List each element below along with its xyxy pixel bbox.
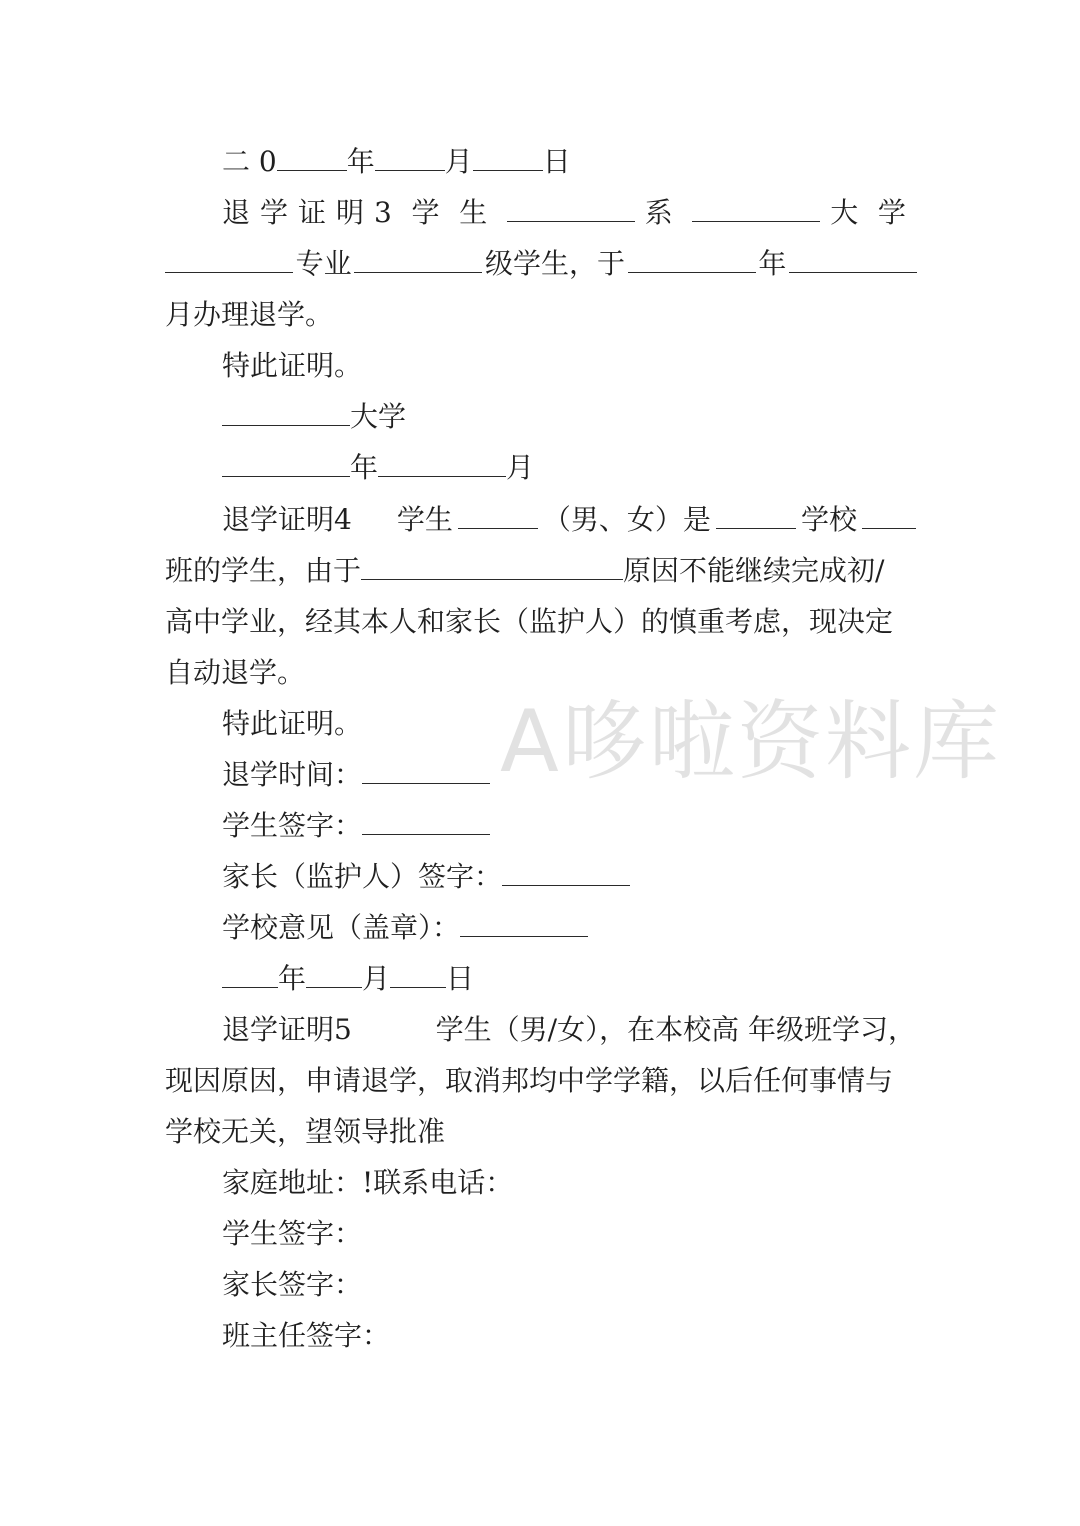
- cert3-date-month-blank: [378, 448, 506, 477]
- date-ri: 日: [542, 145, 571, 178]
- cert4-date-ri: 日: [446, 962, 475, 995]
- cert3-date-yue: 月: [506, 451, 535, 484]
- cert3-daxue: 大学: [350, 400, 407, 433]
- cert4-line-4: 自动退学。: [165, 656, 306, 689]
- cert4-student-sign-label: 学生签字：: [222, 809, 363, 842]
- cert4-xuexiao: 学校: [800, 503, 857, 536]
- cert3-date: [222, 442, 916, 493]
- cert3-da: 大: [830, 196, 869, 229]
- cert3-zhuanye: 专业: [295, 247, 352, 280]
- cert4-name-blank: [458, 500, 538, 529]
- cert3-sheng: 生: [459, 196, 498, 229]
- year-blank: [277, 142, 347, 171]
- cert4-l2b: 原因不能继续完成初/: [623, 554, 885, 587]
- cert4-date-month-blank: [306, 959, 362, 988]
- cert3-name-blank: [507, 193, 635, 222]
- cert4-nannv: （男、女）是: [542, 503, 711, 536]
- cert5-l1-rest: 学生（男/女），在本校高 年级班学习，: [435, 1013, 916, 1046]
- day-blank: [473, 142, 543, 171]
- cert4-class-blank: [862, 500, 916, 529]
- cert3-month-blank: [789, 244, 917, 273]
- date-line: [222, 136, 916, 187]
- cert3-univ-sign: [222, 391, 916, 442]
- cert4-school-opinion: [222, 902, 916, 953]
- cert3-line-1: [222, 187, 916, 238]
- cert4-date-nian: 年: [278, 962, 307, 995]
- cert3-univ-sign-blank: [222, 397, 350, 426]
- cert3-xi: 系: [644, 196, 683, 229]
- cert4-time-blank: [362, 755, 490, 784]
- cert3-xue2: 学: [877, 196, 916, 229]
- cert3-line-3: 月办理退学。: [165, 298, 334, 331]
- cert3-year-blank: [628, 244, 756, 273]
- cert3-major-blank: [354, 244, 482, 273]
- cert4-student-sign: [222, 800, 916, 851]
- cert3-xue: 学: [411, 196, 450, 229]
- date-yue: 月: [444, 145, 473, 178]
- cert4-line-2: [165, 545, 917, 596]
- cert4-l2a: 班的学生，由于: [165, 554, 362, 587]
- date-er: 二: [222, 145, 251, 178]
- cert5-student-sign: 学生签字：: [222, 1217, 363, 1250]
- cert4-student-sign-blank: [362, 806, 490, 835]
- cert5-line-2: 现因原因，申请退学，取消邦均中学学籍，以后任何事情与: [165, 1064, 894, 1097]
- cert3-jixuesheng: 级学生，于: [484, 247, 625, 280]
- cert3-date-nian: 年: [350, 451, 379, 484]
- cert4-parent-sign: [222, 851, 916, 902]
- cert5-line-3: 学校无关，望领导批准: [165, 1115, 446, 1148]
- cert3-univ-blank: [165, 244, 293, 273]
- cert4-special: 特此证明。: [222, 707, 363, 740]
- cert3-date-year-blank: [222, 448, 350, 477]
- date-nian: 年: [346, 145, 375, 178]
- cert3-nian-inline: 年: [758, 247, 787, 280]
- month-blank: [375, 142, 445, 171]
- cert3-dept-blank: [692, 193, 820, 222]
- cert5-parent-sign: 家长签字：: [222, 1268, 363, 1301]
- cert4-line-1: [222, 494, 916, 545]
- cert4-time-label: 退学时间：: [222, 758, 363, 791]
- cert3-line-2: [165, 238, 917, 289]
- cert4-date-year-blank: [222, 959, 278, 988]
- cert4-school-blank: [716, 500, 796, 529]
- cert4-school-opinion-blank: [460, 908, 588, 937]
- cert4-reason-blank: [361, 551, 623, 580]
- cert4-date: [222, 953, 916, 1004]
- watermark: A哆啦资料库: [500, 692, 1001, 792]
- cert3-title: 退学证明3: [222, 196, 402, 229]
- cert4-xuesheng: 学生: [396, 503, 453, 536]
- cert5-teacher-sign: 班主任签字：: [222, 1319, 391, 1352]
- cert4-date-day-blank: [390, 959, 446, 988]
- cert5-address: 家庭地址：!联系电话：: [222, 1166, 514, 1199]
- cert5-line-1: [222, 1004, 916, 1055]
- cert4-parent-sign-label: 家长（监护人）签字：: [222, 860, 503, 893]
- cert4-school-opinion-label: 学校意见（盖章）：: [222, 911, 461, 944]
- cert4-time: [222, 749, 916, 800]
- cert4-title: 退学证明4: [222, 503, 352, 536]
- cert4-parent-sign-blank: [502, 857, 630, 886]
- date-zero: 0: [258, 145, 277, 178]
- cert5-title: 退学证明5: [222, 1013, 352, 1046]
- cert3-special: 特此证明。: [222, 349, 363, 382]
- cert4-date-yue: 月: [362, 962, 391, 995]
- cert4-line-3: 高中学业，经其本人和家长（监护人）的慎重考虑，现决定: [165, 605, 894, 638]
